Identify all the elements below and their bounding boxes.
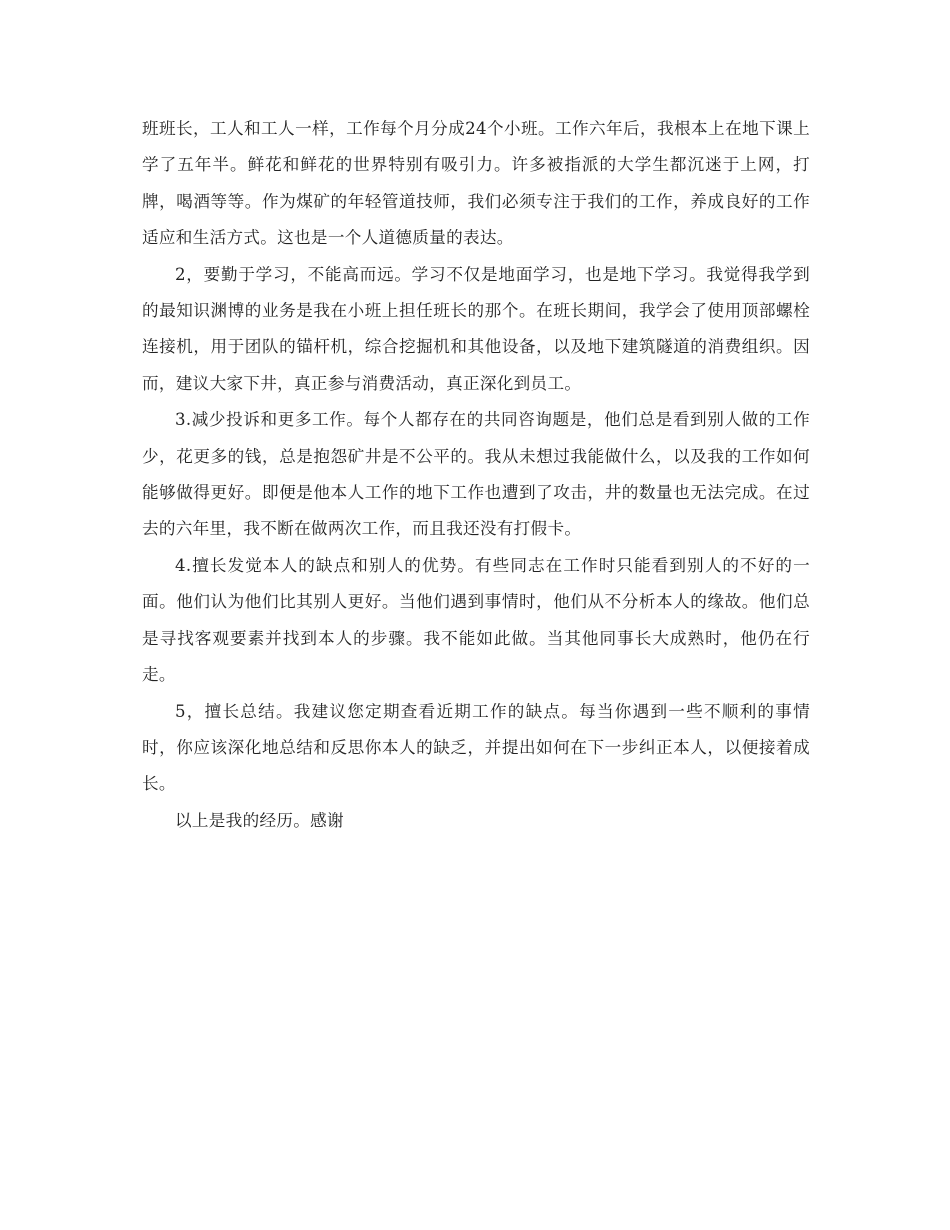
paragraph-4: 4.擅长发觉本人的缺点和别人的优势。有些同志在工作时只能看到别人的不好的一面。他们认为他们比其别人更好。当他们遇到事情时，他们从不分析本人的缘故。他们总是寻找客观要素并找到本人的步骤。我不能如此做。当其他同事长大成熟时，他仍在行走。 <box>142 555 810 685</box>
paragraph-3: 3.减少投诉和更多工作。每个人都存在的共同咨询题是，他们总是看到别人做的工作少，花更多的钱，总是抱怨矿井是不公平的。我从未想过我能做什么，以及我的工作如何能够做得更好。即便是他本人工作的地下工作也遭到了攻击，井的数量也无法完成。在过去的六年里，我不断在做两次工作，而且我还没有打假卡。 <box>142 410 810 539</box>
paragraph-1: 班班长，工人和工人一样，工作每个月分成24个小班。工作六年后，我根本上在地下课上学了五年半。鲜花和鲜花的世界特别有吸引力。许多被指派的大学生都沉迷于上网，打牌，喝酒等等。作为煤矿的年轻管道技师，我们必须专注于我们的工作，养成良好的工作适应和生活方式。这也是一个人道德质量的表达。 <box>142 119 810 248</box>
paragraph-2: 2，要勤于学习，不能高而远。学习不仅是地面学习，也是地下学习。我觉得我学到的最知识渊博的业务是我在小班上担任班长的那个。在班长期间，我学会了使用顶部螺栓连接机，用于团队的锚杆机，综合挖掘机和其他设备，以及地下建筑隧道的消费组织。因而，建议大家下井，真正参与消费活动，真正深化到员工。 <box>142 264 810 393</box>
document-body <box>142 111 810 839</box>
paragraph-6: 以上是我的经历。感谢 <box>175 810 344 830</box>
paragraph-5: 5，擅长总结。我建议您定期查看近期工作的缺点。每当你遇到一些不顺利的事情时，你应该深化地总结和反思你本人的缺乏，并提出如何在下一步纠正本人，以便接着成长。 <box>142 701 810 794</box>
